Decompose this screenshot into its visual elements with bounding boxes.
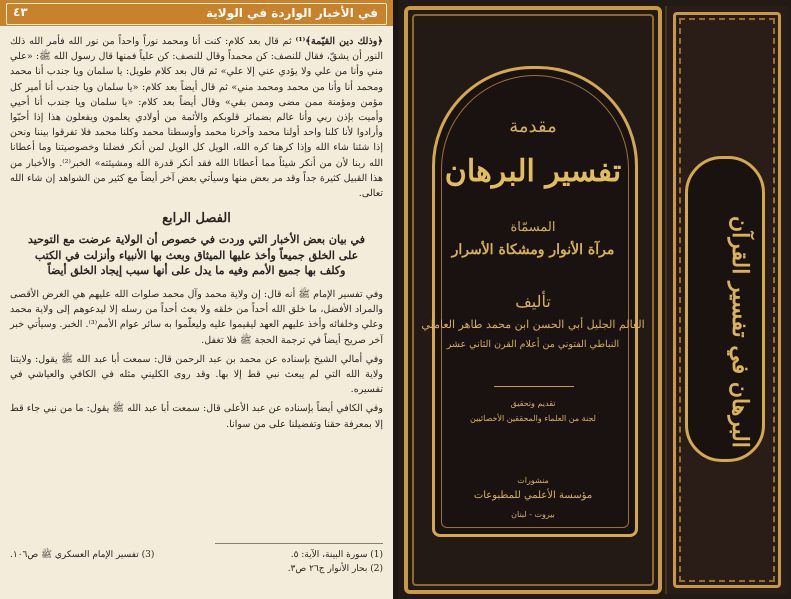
book-cover [398, 0, 791, 599]
cover-city: بيروت - لبنان [511, 510, 555, 519]
cover-subtitle: مرآة الأنوار ومشكاة الأسرار [451, 242, 615, 258]
footnotes [10, 548, 383, 576]
cover-author-line-2: النباطي الفتوني من أعلام القرن الثاني عشر [446, 339, 620, 350]
cover-publisher-label: منشورات [517, 476, 549, 485]
footnote-item: (2) بحار الأنوار ج٢٦ ص٣. [287, 564, 383, 574]
cover-title: تفسير البرهان [444, 154, 622, 189]
cover-front [404, 6, 662, 594]
cover-tahqiq-committee: لجنة من العلماء والمحققين الأخصائيين [469, 414, 596, 423]
footnote-separator [215, 543, 383, 544]
chapter-subtitle [10, 232, 383, 279]
paragraph-3: وفي أمالي الشيخ بإسناده عن محمد بن عبد الرحمن قال: سمعت أبا عبد الله ﷺ يقول: ولايتنا ولاية الله التي لم يبعث نبي قط إلا بها. وقد روى الكليني مثله في الكافي والعياشي في تفسيره. [10, 353, 383, 396]
cover-musamma: المسمّاة [510, 220, 556, 235]
book-page [0, 0, 393, 599]
cover-mukaddima: مقدمة [509, 116, 557, 137]
spine-title: البرهان في تفسير القرآن [727, 216, 753, 448]
page-body [10, 34, 383, 432]
footnote-item: (1) سورة البينة، الآية: ٥. [290, 550, 383, 560]
cover-divider [494, 386, 574, 387]
paragraph-1 [10, 34, 383, 201]
quran-quote: ﴿وذلك دين القيّمة﴾⁽¹⁾ [295, 36, 383, 47]
footnote-item: (3) تفسير الإمام العسكري ﷺ ص١٠٦. [10, 550, 155, 560]
book-spine [665, 6, 787, 594]
paragraph-2: وفي تفسير الإمام ﷺ أنه قال: إن ولاية محمد وآل محمد صلوات الله عليهم هي الغرض الأقصى والمراد الأفضل، ما خلق الله أحداً من خلقه ولا بعث أحداً من رسله إلا ليدعوهم إلى ولاية محمد وعلي وخلفائه وأخذ عليهم العهد ليقيموا عليه وليعلّموا به سائر عوام الأمم⁽³⁾. الخبر. وسيأتي خبر آخر صريح أيضاً في ترجمة الحجة ﷺ فلا تغفل. [10, 288, 383, 346]
chapter-title: الفصل الرابع [162, 211, 231, 227]
cover-author-line-1: العالم الجليل أبي الحسن ابن محمد طاهر العاملي [421, 318, 645, 331]
running-title: في الأخبار الواردة في الولاية [206, 6, 378, 20]
paragraph-1-text: ثم قال بعد كلام: كنت أنا ومحمد نوراً واحداً من نور الله فأمر الله ذلك النور أن يشقّ، فقال للنصف: كن محمداً وقال للنصف: كن علياً فمنها قال رسول الله ﷺ: «علي مني وأنا من علي ولا يؤدي عني إلا علي» ثم قال بعد كلام طويل: يا سلمان ويا جندب أنا محمد ومحمد أنا وأنا من محمد ومحمد مني» ثم قال أيضاً بعد كلام: «يا سلمان ويا جندب أنا أمير كل مؤمن ومؤمنة ممن مضى وممن بقي» وقال أيضاً بعد كلام: «يا سلمان ويا جندب أنا أحيي وأميت بإذن ربي وأنا عالم بضمائر قلوبكم والأئمة من أولادي يعلمون ويفعلون هذا إذا أحبّوا وأرادوا لأنا كلنا واحد أولنا محمد وآخرنا محمد وأوسطنا محمد وكلنا محمد فلا تفرقوا بيننا ونحن إذا شئنا شاء الله وإذا كرهنا كره الله، الويل كل الويل لمن أنكر فضلنا وخصوصيتنا وما أعطانا الله ربنا لأن من أنكر شيئاً مما أعطانا الله فقد أنكر قدرة الله ومشيئته» الخبر⁽²⁾. والأخبار من هذا القبيل كثيرة جداً وقد مر بعض منها وسيأتي بعض آخر أيضاً مع كثير من الشواهد إن شاء الله تعالى. [10, 36, 383, 200]
chapter-subtitle-line: في بيان بعض الأخبار التي وردت في خصوص أن الولاية عرضت مع التوحيد [28, 233, 365, 247]
footnote-row [10, 548, 383, 562]
chapter-subtitle-line: وكلف بها جميع الأمم وفيه ما يدل على أنها سبب إيجاد الخلق أيضاً [47, 264, 346, 278]
paragraph-4: وفي الكافي أيضاً بإسناده عن عبد الأعلى قال: سمعت أبا عبد الله ﷺ يقول: ما من نبي جاء قط إلا بمعرفة حقنا وتفضيلنا على من سوانا. [10, 403, 383, 430]
page-header [0, 0, 393, 26]
page-number: ٤٣ [13, 5, 28, 19]
page-header-frame [6, 3, 387, 25]
cover-tahqiq-label: تقديم وتحقيق [510, 399, 556, 408]
cover-talif: تأليف [515, 292, 551, 311]
footnote-row [10, 562, 383, 576]
cover-publisher: مؤسسة الأعلمي للمطبوعات [473, 490, 593, 501]
chapter-subtitle-line: على الخلق جميعاً وأخذ عليها الميثاق وبعث بها الأنبياء وأنزلت في الكتب [34, 248, 359, 262]
